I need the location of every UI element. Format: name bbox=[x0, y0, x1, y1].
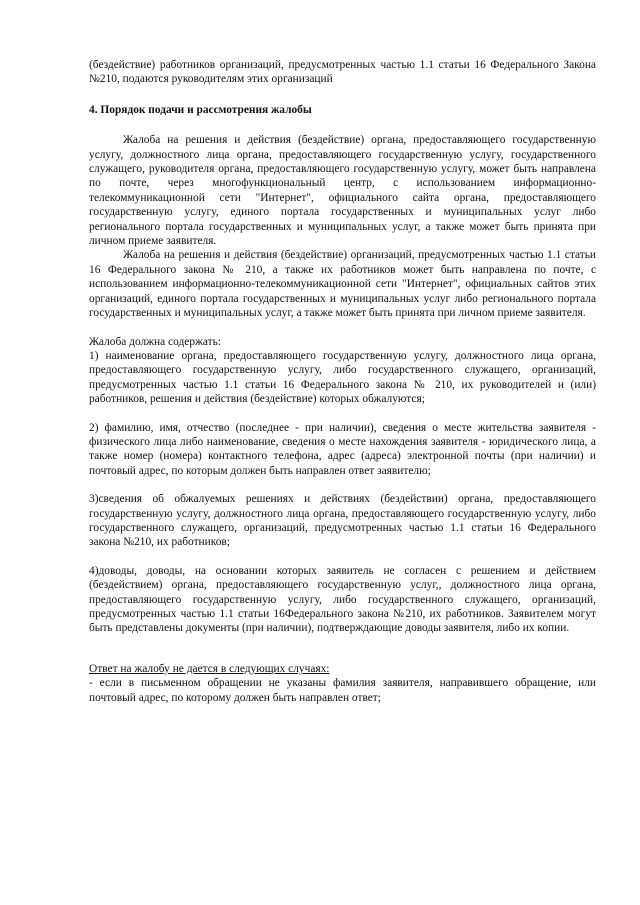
contents-item-4: 4)доводы, доводы, на основании которых заявитель не согласен с решением и действием (бездействием) органа, предоставляющего государственную услуг,, должностного лица органа, предоставляющего государственную услугу, либо государственного служащего, организаций, предусмотренных частью 1.1 статьи 16Федерального закона №210, их работников. Заявителем могут быть представлены документы (при наличии), подтверждающие доводы заявителя, либо их копии. bbox=[89, 564, 596, 635]
spacer bbox=[89, 407, 596, 421]
contents-item-1: 1) наименование органа, предоставляющего государственную услугу, должностного лица органа, предоставляющего государственную услугу, либо государственного служащего, организаций, предусмотренных частью 1.1 статьи 16 Федерального закона № 210, их руководителей и (или) работников, решения и действия (бездействие) которых обжалуются; bbox=[89, 349, 596, 406]
spacer bbox=[89, 87, 596, 103]
spacer bbox=[89, 117, 596, 133]
section-heading: 4. Порядок подачи и рассмотрения жалобы bbox=[89, 103, 312, 116]
contents-item-2: 2) фамилию, имя, отчество (последнее - при наличии), сведения о месте жительства заявителя - физического лица либо наименование, сведения о месте нахождения заявителя - юридического лица, а также номер (номера) контактного телефона, адрес (адреса) электронной почты (при наличии) и почтовый адрес, по которым должен быть направлен ответ заявителю; bbox=[89, 421, 596, 477]
spacer bbox=[89, 321, 596, 335]
spacer bbox=[89, 636, 596, 662]
spacer bbox=[89, 550, 596, 564]
complaint-paragraph-2: Жалоба на решения и действия (бездействие) организаций, предусмотренных частью 1.1 статьи 16 Федерального закона № 210, а также их работников может быть направлена по почте, с использованием информационно-телекоммуникационной сети "Интернет", официальных сайтов этих организаций, единого портала государственных и муниципальных услуг либо регионального портала государственных и муниципальных услуг, а также может быть принята при личном приеме заявителя. bbox=[89, 249, 596, 320]
intro-paragraph: (бездействие) работников организаций, предусмотренных частью 1.1 статьи 16 Федерального Закона №210, подаются руководителям этих организаций bbox=[89, 59, 596, 86]
no-answer-heading: Ответ на жалобу не дается в следующих случаях: bbox=[89, 662, 330, 675]
contents-item-3: 3)сведения об обжалуемых решениях и действиях (бездействии) органа, предоставляющего государственную услугу, должностного лица органа, предоставляющего государственную услугу, либо государственного служащего, организаций, предусмотренных частью 1.1 статьи 16 Федерального закона №210, их работников; bbox=[89, 493, 596, 549]
no-answer-item-1: - если в письменном обращении не указаны фамилия заявителя, направившего обращение, или почтовый адрес, по которому должен быть направлен ответ; bbox=[89, 677, 596, 704]
contents-label: Жалоба должна содержать: bbox=[89, 335, 221, 348]
spacer bbox=[89, 478, 596, 492]
document-page bbox=[89, 58, 596, 705]
complaint-paragraph-1: Жалоба на решения и действия (бездействие) органа, предоставляющего государственную услугу, должностного лица органа, предоставляющего государственную услугу, государственного служащего, руководителя органа, предоставляющего государственную услугу, может быть направлена по почте, через многофункциональный центр, с использованием информационно-телекоммуникационной сети "Интернет", официального сайта органа, предоставляющего государственную услугу, единого портала государственных и муниципальных услуг либо регионального портала государственных и муниципальных услуг, а также может быть принята при личном приеме заявителя. bbox=[89, 134, 596, 248]
